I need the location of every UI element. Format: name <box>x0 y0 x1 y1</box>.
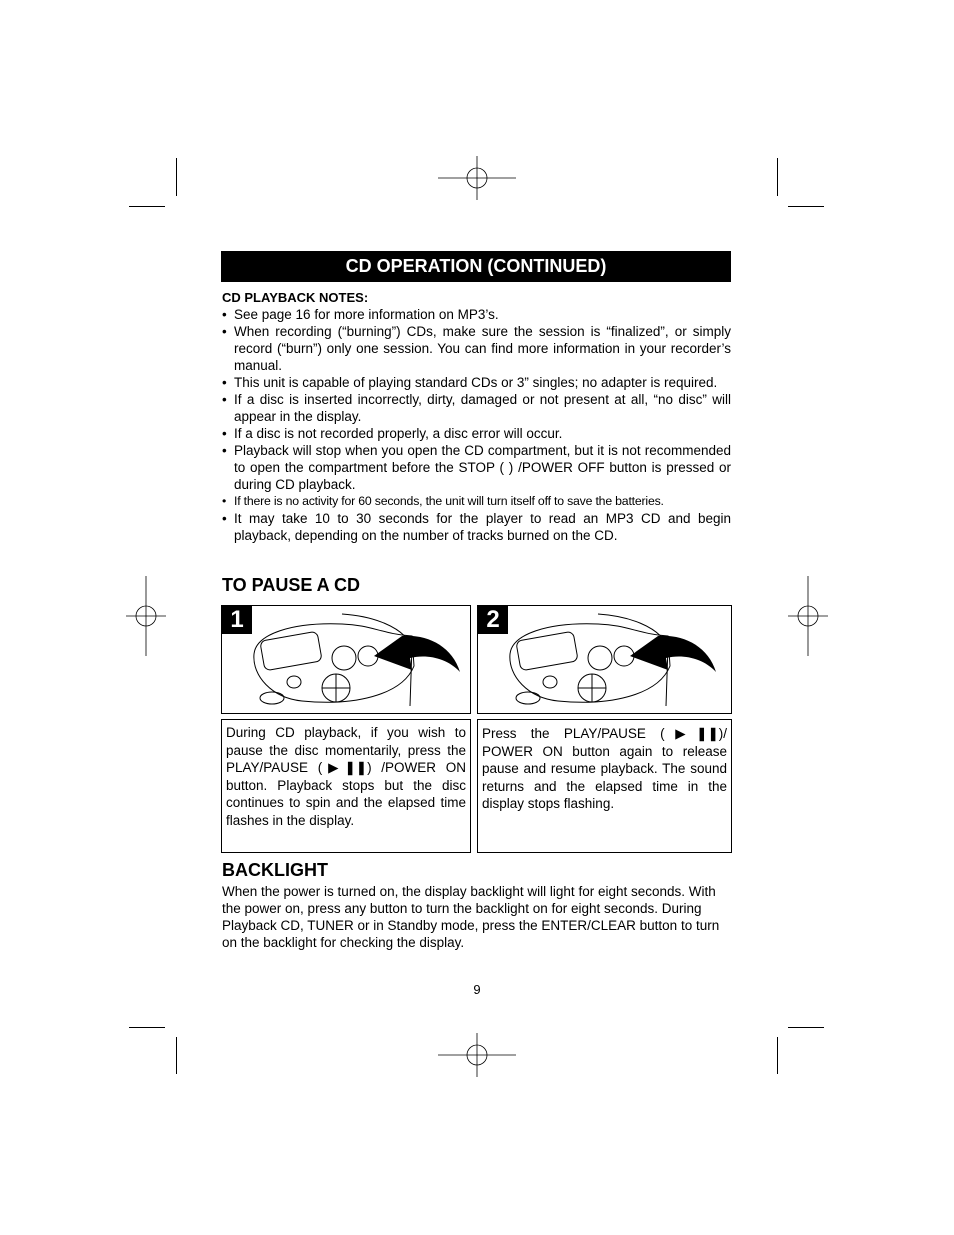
registration-mark-icon <box>438 156 516 200</box>
notes-list <box>222 306 731 544</box>
list-item: • Playback will stop when you open the CD compartment, but it is not recommended to open the compartment before the STOP ( ) /POWER OFF button is pressed or during CD playback. <box>222 442 731 493</box>
list-item: • See page 16 for more information on MP3’s. <box>222 306 731 323</box>
cd-player-illustration <box>478 606 732 714</box>
list-item: • If there is no activity for 60 seconds, the unit will turn itself off to save the batteries. <box>222 493 731 510</box>
registration-mark-icon <box>438 1033 516 1077</box>
backlight-text: When the power is turned on, the display backlight will light for eight seconds. With the power on, press any button to turn the backlight on for eight seconds. During Playback CD, TUNER or in Standby mode, press the ENTER/CLEAR button to turn on the backlight for checking the display. <box>222 884 720 950</box>
step-2-caption: Press the PLAY/PAUSE (▶❚❚)/ POWER ON button again to release pause and resume playback. The sound returns and the elapsed time in the display stops flashing. <box>477 719 732 853</box>
step-1-caption: During CD playback, if you wish to pause the disc momentarily, press the PLAY/PAUSE (▶❚❚) /POWER ON button. Playback stops but the disc continues to spin and the elapsed time flashes in the display. <box>221 719 471 853</box>
page-number: 9 <box>473 982 481 997</box>
list-item: • If a disc is not recorded properly, a disc error will occur. <box>222 425 731 442</box>
pointing-arrow-icon <box>630 636 716 672</box>
list-item: • This unit is capable of playing standard CDs or 3” singles; no adapter is required. <box>222 374 731 391</box>
step-number: 1 <box>222 606 252 634</box>
pause-heading: TO PAUSE A CD <box>222 575 361 595</box>
pointing-arrow-icon <box>374 636 460 672</box>
section-title: CD OPERATION (CONTINUED) <box>221 251 731 282</box>
list-item: • When recording (“burning”) CDs, make sure the session is “finalized”, or simply record (“burn”) only one session. You can find more information in your recorder’s manual. <box>222 323 731 374</box>
step-1-illustration <box>221 605 471 714</box>
notes-heading: CD PLAYBACK NOTES: <box>222 290 369 305</box>
backlight-heading: BACKLIGHT <box>222 860 328 880</box>
list-item: • If a disc is inserted incorrectly, dirty, damaged or not present at all, “no disc” will appear in the display. <box>222 391 731 425</box>
registration-mark-icon <box>126 576 166 656</box>
step-number: 2 <box>478 606 508 634</box>
registration-mark-icon <box>788 576 828 656</box>
step-2-illustration <box>477 605 732 714</box>
list-item: • It may take 10 to 30 seconds for the player to read an MP3 CD and begin playback, depending on the number of tracks burned on the CD. <box>222 510 731 544</box>
cd-player-illustration <box>222 606 471 714</box>
